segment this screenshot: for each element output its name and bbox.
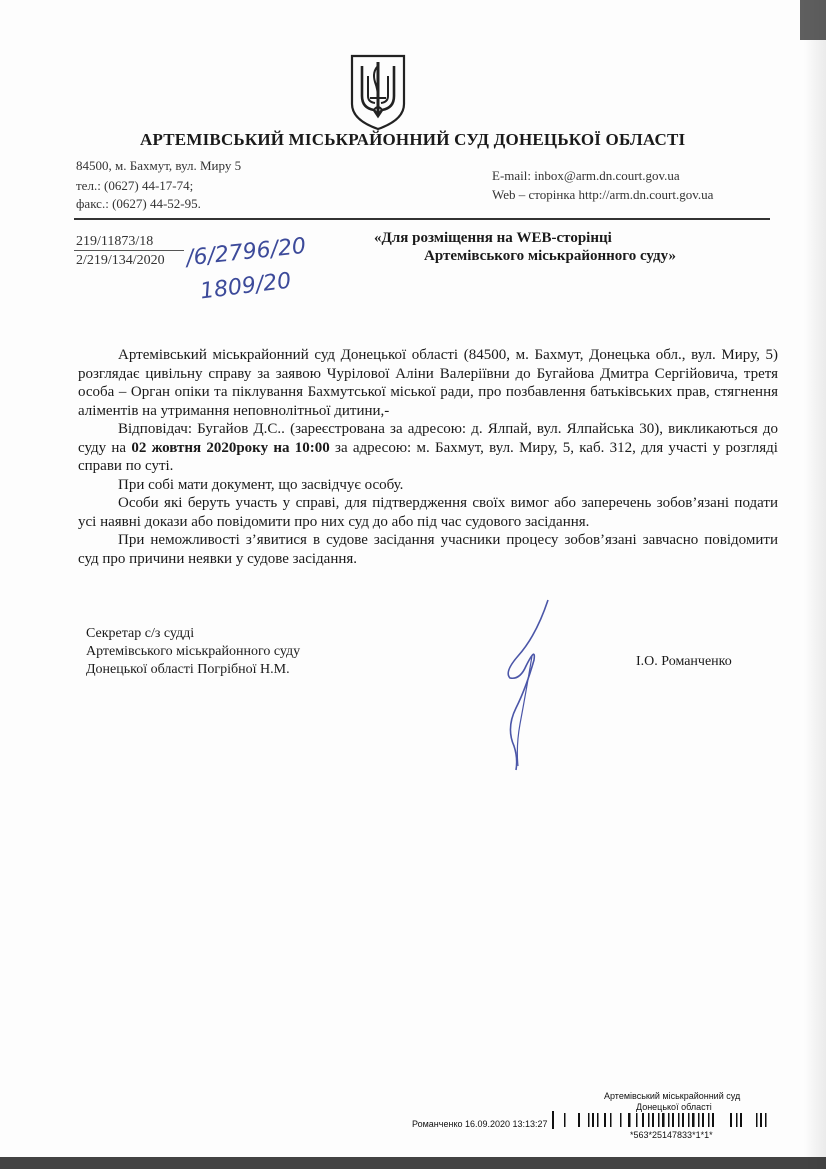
summons-body bbox=[78, 346, 778, 568]
court-email: E-mail: inbox@arm.dn.court.gov.ua bbox=[492, 168, 680, 183]
summons-paragraph-defendant bbox=[78, 420, 778, 476]
secretary-court: Артемівського міськрайонного суду bbox=[86, 644, 301, 659]
scan-corner bbox=[800, 0, 826, 40]
handwritten-date: 1809/20 bbox=[198, 268, 293, 305]
proceeding-number: 2/219/134/2020 bbox=[76, 253, 165, 268]
scan-edge bbox=[804, 0, 826, 1169]
summons-paragraph-absence: При неможливості з’явитися в судове засідання учасники процесу зобов’язані завчасно повідомити суд про причини неявки у судове засідання. bbox=[78, 532, 778, 567]
hearing-datetime: 02 жовтня 2020року на 10:00 bbox=[131, 439, 330, 456]
hearing-location: за адресою: м. Бахмут, вул. Миру, 5, каб. 312, для участі у розгляді справи по суті. bbox=[78, 439, 778, 474]
stamp-signed-by: Романченко 16.09.2020 13:13:27 bbox=[412, 1119, 548, 1129]
stamp-org-line-1: Артемівський міськрайонний суд bbox=[604, 1091, 741, 1101]
summons-paragraph-id: При собі мати документ, що засвідчує особу. bbox=[118, 476, 404, 493]
secretary-title: Секретар с/з судді bbox=[86, 626, 195, 641]
scan-bottom-edge bbox=[0, 1157, 826, 1169]
notice-line-1: «Для розміщення на WEB-сторінці bbox=[374, 230, 612, 246]
secretary-judge: Донецької області Погрібної Н.М. bbox=[86, 662, 290, 677]
notice-line-2: Артемівського міськрайонного суду» bbox=[424, 248, 676, 264]
summons-paragraph-evidence: Особи які беруть участь у справі, для підтвердження своїх вимог або заперечень зобов’язані подати усі наявні докази або повідомити про них суд до або під час судового засідання. bbox=[78, 495, 778, 530]
summons-paragraph-case: Артемівський міськрайонний суд Донецької області (84500, м. Бахмут, Донецька обл., вул. Миру, 5) розглядає цивільну справу за заявою Чурілової Аліни Валеріївни до Бугайова Дмитра Сергійовича, третя особа – Орган опіки та піклування Бахмутської міської ради, про позбавлення батьківських прав, стягнення аліментів на утримання неповнолітньої дитини,- bbox=[78, 347, 778, 419]
handwritten-registration-number: /6/2796/20 bbox=[185, 233, 308, 272]
stamp-org-line-2: Донецької області bbox=[636, 1102, 712, 1112]
court-name-heading: АРТЕМІВСЬКИЙ МІСЬКРАЙОННИЙ СУД ДОНЕЦЬКОЇ ОБЛАСТІ bbox=[140, 130, 686, 149]
court-phone: тел.: (0627) 44-17-74; bbox=[76, 178, 194, 193]
signatory-name: І.О. Романченко bbox=[636, 654, 732, 669]
court-website: Web – сторінка http://arm.dn.court.gov.ua bbox=[492, 187, 714, 202]
barcode bbox=[552, 1111, 770, 1129]
court-fax: факс.: (0627) 44-52-95. bbox=[76, 196, 201, 211]
barcode-text: *563*25147833*1*1* bbox=[630, 1130, 713, 1140]
defendant-text: Відповідач: Бугайов Д.С.. (зареєстрована за адресою: д. Ялпай, вул. Ялпайська 30), викликаються до суду на bbox=[78, 421, 778, 456]
header-divider bbox=[74, 218, 770, 220]
handwritten-signature bbox=[496, 596, 560, 774]
coat-of-arms-icon bbox=[348, 52, 408, 132]
case-number: 219/11873/18 bbox=[76, 234, 154, 249]
court-address: 84500, м. Бахмут, вул. Миру 5 bbox=[76, 158, 242, 173]
case-number-underline bbox=[74, 250, 184, 251]
